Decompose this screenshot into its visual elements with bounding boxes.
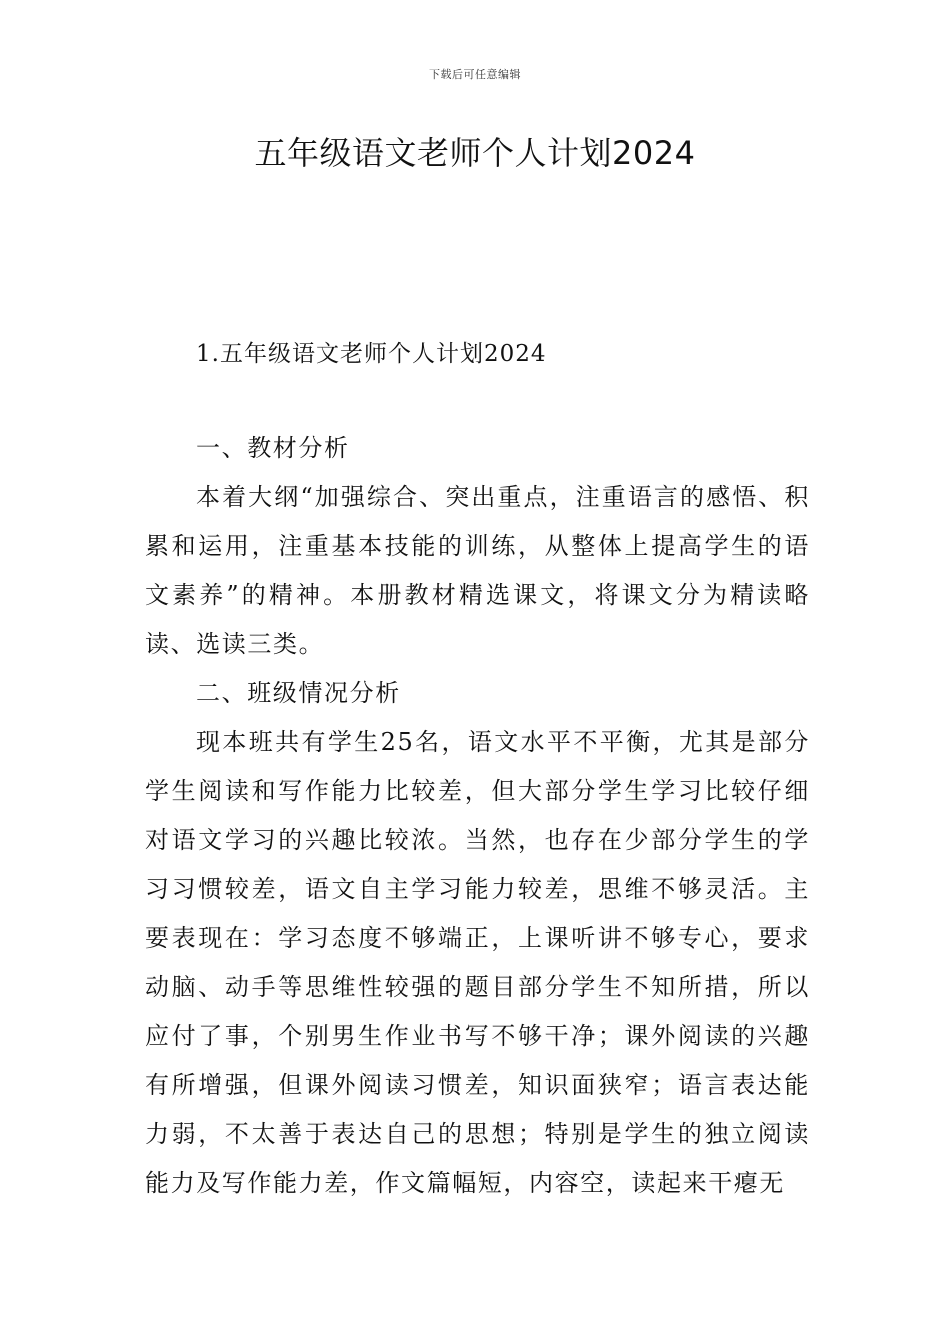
document-body (145, 424, 810, 1208)
heading-class-analysis: 二、班级情况分析 (196, 679, 401, 707)
document-title: 五年级语文老师个人计划2024 (254, 134, 696, 172)
paragraph-textbook-analysis: 本着大纲“加强综合、突出重点，注重语言的感悟、积累和运用，注重基本技能的训练，从整体上提高学生的语文素养”的精神。本册教材精选课文，将课文分为精读略读、选读三类。 (145, 483, 810, 658)
header-note: 下载后可任意编辑 (429, 68, 521, 81)
paragraph-class-analysis: 现本班共有学生25名，语文水平不平衡，尤其是部分学生阅读和写作能力比较差，但大部分学生学习比较仔细对语文学习的兴趣比较浓。当然，也存在少部分学生的学习习惯较差，语文自主学习能力较差，思维不够灵活。主要表现在：学习态度不够端正，上课听讲不够专心，要求动脑、动手等思维性较强的题目部分学生不知所措，所以应付了事，个别男生作业书写不够干净；课外阅读的兴趣有所增强，但课外阅读习惯差，知识面狭窄；语言表达能力弱，不太善于表达自己的思想；特别是学生的独立阅读能力及写作能力差，作文篇幅短，内容空，读起来干瘪无 (145, 728, 810, 1197)
heading-textbook-analysis: 一、教材分析 (196, 434, 350, 462)
section-title: 1.五年级语文老师个人计划2024 (196, 341, 547, 367)
